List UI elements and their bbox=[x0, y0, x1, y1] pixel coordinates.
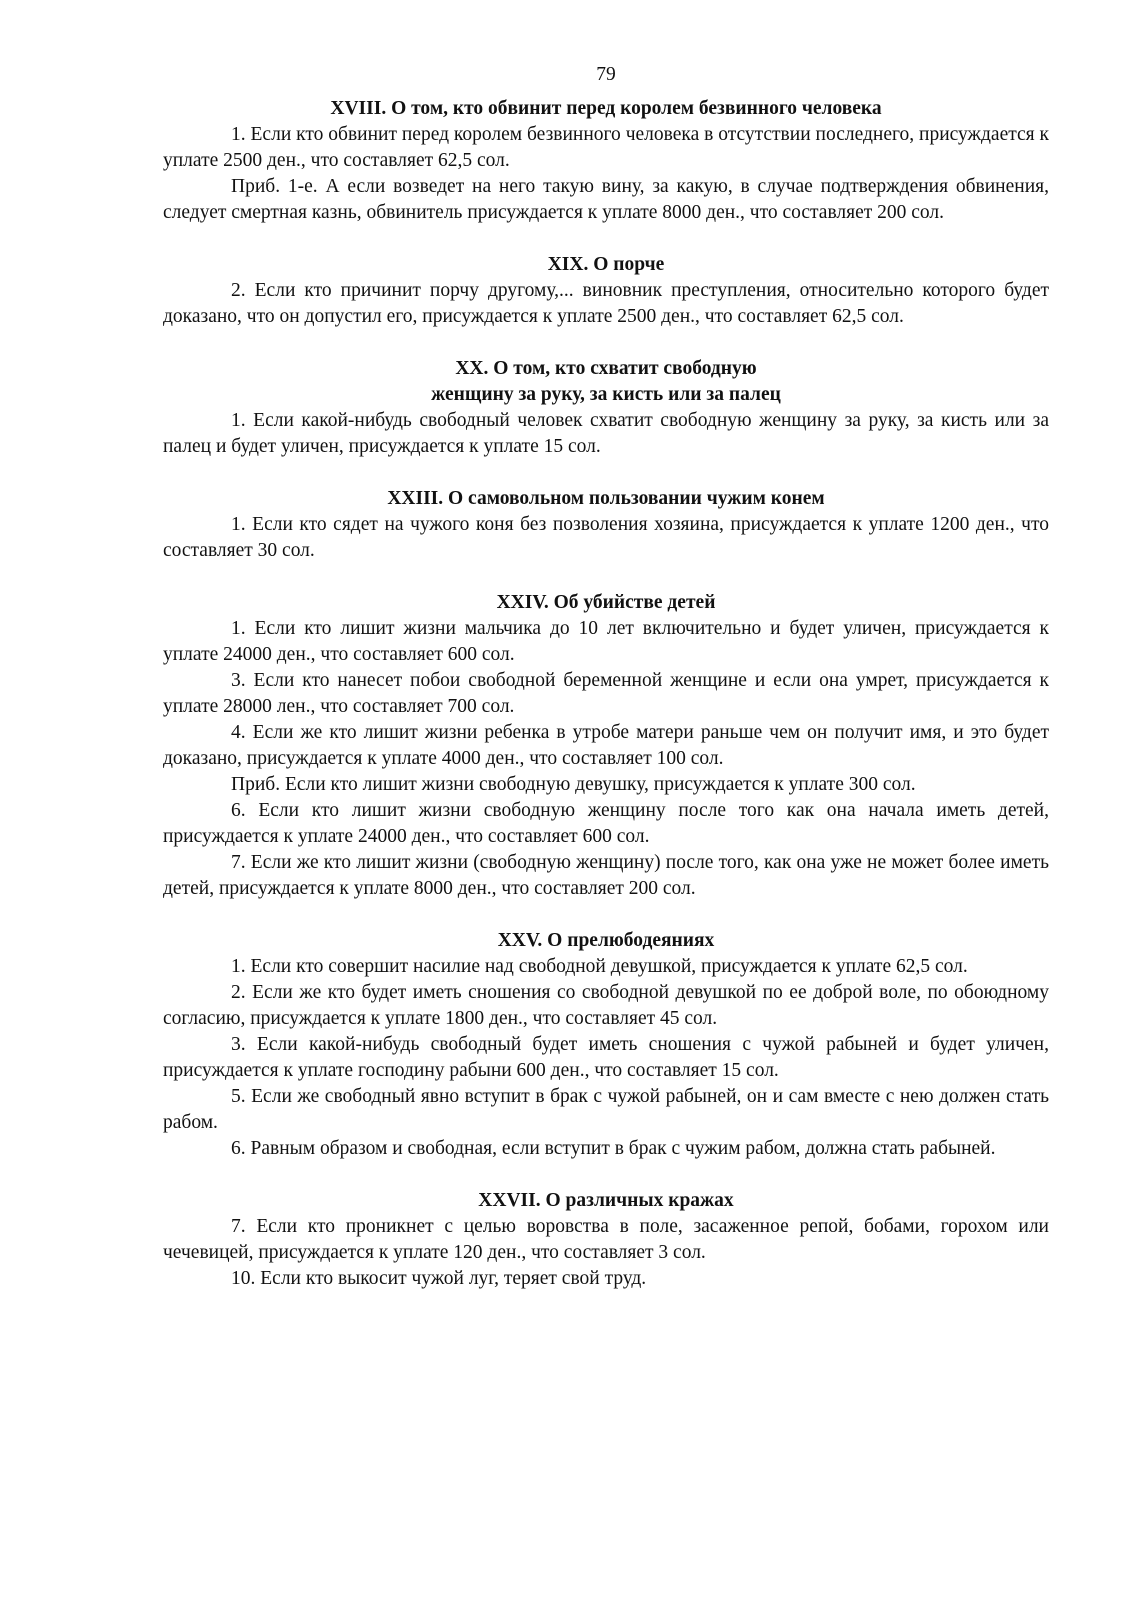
paragraph: 6. Равным образом и свободная, если вступит в брак с чужим рабом, должна стать рабыней. bbox=[231, 1138, 996, 1159]
section-xxvii bbox=[163, 1188, 1049, 1292]
section-heading: XIX. О порче bbox=[547, 254, 665, 275]
section-heading: XVIII. О том, кто обвинит перед королем безвинного человека bbox=[330, 98, 882, 119]
page-number: 79 bbox=[596, 64, 616, 85]
paragraph: 2. Если кто причинит порчу другому,... виновник преступления, относительно которого будет доказано, что он допустил его, присуждается к уплате 2500 ден., что составляет 62,5 сол. bbox=[163, 280, 1049, 327]
paragraph: 2. Если же кто будет иметь сношения со свободной девушкой по ее доброй воле, по обоюдному согласию, присуждается к уплате 1800 ден., что составляет 45 сол. bbox=[163, 982, 1049, 1029]
section-heading: XX. О том, кто схватит свободную bbox=[455, 358, 757, 379]
paragraph: 6. Если кто лишит жизни свободную женщину после того как она начала иметь детей, присуждается к уплате 24000 ден., что составляет 600 сол. bbox=[163, 800, 1049, 847]
section-heading-line2: женщину за руку, за кисть или за палец bbox=[431, 384, 781, 405]
section-xviii bbox=[163, 96, 1049, 226]
paragraph: 1. Если какой-нибудь свободный человек схватит свободную женщину за руку, за кисть или за палец и будет уличен, присуждается к уплате 15 сол. bbox=[163, 410, 1049, 457]
paragraph: 1. Если кто сядет на чужого коня без позволения хозяина, присуждается к уплате 1200 ден., что составляет 30 сол. bbox=[163, 514, 1049, 561]
section-heading: XXVII. О различных кражах bbox=[478, 1190, 734, 1211]
section-heading: XXIV. Об убийстве детей bbox=[496, 592, 716, 613]
paragraph: 4. Если же кто лишит жизни ребенка в утробе матери раньше чем он получит имя, и это будет доказано, присуждается к уплате 4000 ден., что составляет 100 сол. bbox=[163, 722, 1049, 769]
section-xxiv bbox=[163, 590, 1049, 902]
paragraph: 1. Если кто лишит жизни мальчика до 10 лет включительно и будет уличен, присуждается к уплате 24000 ден., что составляет 600 сол. bbox=[163, 618, 1049, 665]
paragraph: 3. Если кто нанесет побои свободной беременной женщине и если она умрет, присуждается к уплате 28000 лен., что составляет 700 сол. bbox=[163, 670, 1049, 717]
paragraph: Приб. Если кто лишит жизни свободную девушку, присуждается к уплате 300 сол. bbox=[231, 774, 916, 795]
paragraph: 5. Если же свободный явно вступит в брак с чужой рабыней, он и сам вместе с нею должен стать рабом. bbox=[163, 1086, 1049, 1133]
paragraph: 1. Если кто обвинит перед королем безвинного человека в отсутствии последнего, присуждается к уплате 2500 ден., что составляет 62,5 сол. bbox=[163, 124, 1049, 171]
paragraph: 7. Если кто проникнет с целью воровства в поле, засаженное репой, бобами, горохом или чечевицей, присуждается к уплате 120 ден., что составляет 3 сол. bbox=[163, 1216, 1049, 1263]
section-xix bbox=[163, 252, 1049, 330]
paragraph: 7. Если же кто лишит жизни (свободную женщину) после того, как она уже не может более иметь детей, присуждается к уплате 8000 ден., что составляет 200 сол. bbox=[163, 852, 1049, 899]
section-xx bbox=[163, 356, 1049, 460]
document-page bbox=[163, 62, 1049, 1292]
paragraph: 3. Если какой-нибудь свободный будет иметь сношения с чужой рабыней и будет уличен, присуждается к уплате господину рабыни 600 ден., что составляет 15 сол. bbox=[163, 1034, 1049, 1081]
paragraph: 1. Если кто совершит насилие над свободной девушкой, присуждается к уплате 62,5 сол. bbox=[231, 956, 968, 977]
paragraph: Приб. 1-е. А если возведет на него такую вину, за какую, в случае подтверждения обвинения, следует смертная казнь, обвинитель присуждается к уплате 8000 ден., что составляет 200 сол. bbox=[163, 176, 1049, 223]
section-xxv bbox=[163, 928, 1049, 1162]
section-xxiii bbox=[163, 486, 1049, 564]
paragraph: 10. Если кто выкосит чужой луг, теряет свой труд. bbox=[231, 1268, 647, 1289]
section-heading: XXV. О прелюбодеяниях bbox=[497, 930, 715, 951]
section-heading: XXIII. О самовольном пользовании чужим конем bbox=[387, 488, 825, 509]
